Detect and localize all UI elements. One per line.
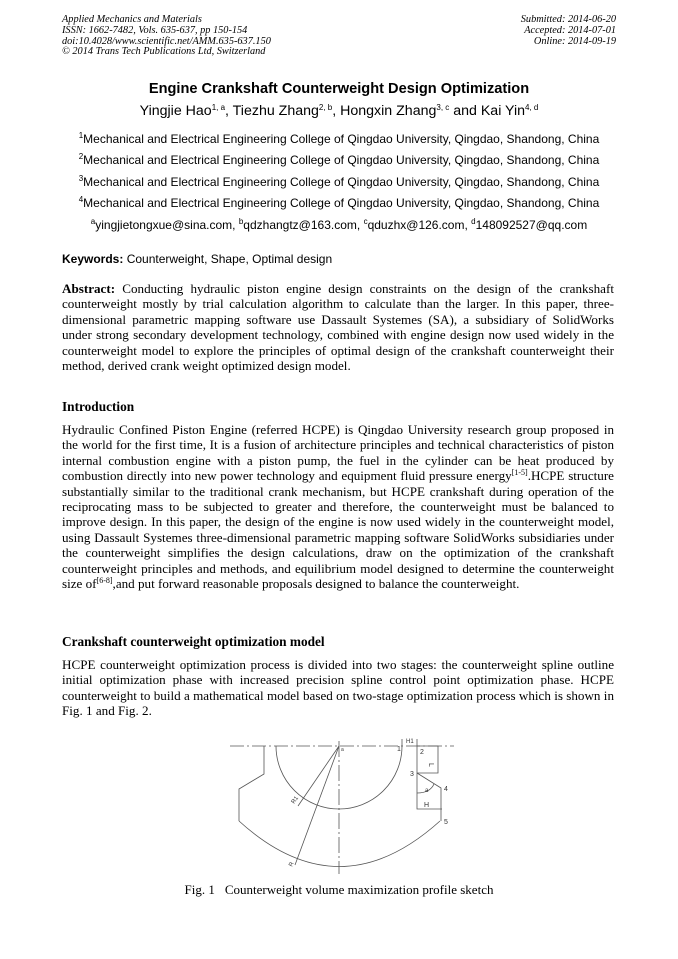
online-date: Online: 2014-09-19 — [533, 35, 616, 47]
citation[interactable]: [1-5] — [511, 468, 528, 478]
abstract-label: Abstract: — [62, 281, 116, 296]
angle-label: a — [425, 788, 429, 794]
outer-arc — [239, 821, 440, 867]
introduction-paragraph: Hydraulic Confined Piston Engine (referred HCPE) is Qingdao University research group proposed in the world for the first time, It is a fusion of architecture principles and technical characteristics of piston internal combustion engine with a piston pump, the fuel in the cylinder can be heat produced by combustion directly into new power technology and equipment fluid pressure energy[1-5].HCPE structure substantially similar to the traditional crank mechanism, but HCPE crankshaft during operation of the reciprocating mass to be subjected to greater and therefore, the counterweight must be balanced to improve design. In this paper, the design of the engine is now used widely in the counterweight model, using Dassault Systemes three-dimensional parametric mapping software SolidWorks subsidiaries under the counterweight simplifies the design calculations, draw on the optimization of the crankshaft counterweight principles and methods, and equilibrium model designed to determine the counterweight size of[6-8],and put forward reasonable proposals designed to balance the counterweight. — [62, 422, 614, 592]
left-profile — [239, 746, 264, 821]
journal-header — [62, 15, 271, 58]
point-label-2: 2 — [420, 749, 424, 756]
figure-caption-text: Counterweight volume maximization profile sketch — [224, 882, 494, 897]
author-list — [0, 103, 678, 119]
point-label-4: 4 — [444, 786, 448, 793]
section-paragraph: HCPE counterweight optimization process is divided into two stages: the counterweight spline outline initial optimization phase with increased precision spline control point optimization phase. HCPE counterweight to build a mathematical model based on two-stage optimization process which is shown in Fig. 1 and Fig. 2. — [62, 657, 614, 719]
issn-line: ISSN: 1662-7482, Vols. 635-637, pp 150-154 — [62, 24, 248, 36]
keywords-label: Keywords: — [62, 252, 124, 266]
right-profile — [417, 773, 441, 821]
citation[interactable]: [6-8] — [96, 576, 113, 586]
author: Yingjie Hao$^{1, a}$, — [139, 103, 233, 119]
email-list: $^a$yingjietongxue@sina.com, $^b$qdzhangtz@163.com, $^c$qduzhx@126.com, $^d$148092527@qq.com — [90, 217, 588, 232]
affiliation-3: $^3$Mechanical and Electrical Engineering College of Qingdao University, Qingdao, Shandong, China — [78, 174, 600, 189]
email[interactable]: $^d$148092527@qq.com — [471, 217, 588, 232]
email[interactable]: $^c$qduzhx@126.com — [363, 217, 465, 232]
doi-line[interactable]: doi:10.4028/www.scientific.net/AMM.635-637.150 — [62, 35, 271, 47]
author: Kai Yin$^{4, d}$ — [480, 103, 539, 119]
dates-header — [521, 15, 616, 47]
point-label-1: 1 — [397, 746, 401, 753]
keywords — [62, 252, 332, 266]
affiliation-1: $^1$Mechanical and Electrical Engineering College of Qingdao University, Qingdao, Shandong, China — [78, 131, 600, 146]
point-label-5: 5 — [444, 819, 448, 826]
introduction-heading: Introduction — [62, 399, 135, 414]
abstract — [62, 281, 614, 373]
paper-title: Engine Crankshaft Counterweight Design Optimization — [148, 81, 530, 97]
keywords-text: Counterweight, Shape, Optimal design — [123, 252, 333, 266]
r-line — [295, 746, 339, 865]
r-label: R — [288, 861, 296, 868]
point-label-3: 3 — [410, 771, 414, 778]
figure-1 — [222, 737, 462, 887]
author: Hongxin Zhang$^{3, c}$ and — [340, 103, 481, 119]
r1-line — [298, 746, 339, 806]
center-label: a — [341, 747, 344, 753]
h1-label: H1 — [406, 739, 414, 745]
accepted-date: Accepted: 2014-07-01 — [524, 24, 616, 36]
author: Tiezhu Zhang$^{2, b}$, — [232, 103, 341, 119]
h-label: H — [424, 802, 430, 809]
email[interactable]: $^a$yingjietongxue@sina.com — [90, 217, 233, 232]
l-label: L — [427, 763, 434, 767]
affiliation-2: $^2$Mechanical and Electrical Engineering College of Qingdao University, Qingdao, Shandong, China — [78, 152, 600, 167]
section-heading: Crankshaft counterweight optimization model — [62, 634, 325, 649]
email[interactable]: $^b$qdzhangtz@163.com — [238, 217, 357, 232]
figure-caption — [0, 882, 678, 898]
copyright-line: © 2014 Trans Tech Publications Ltd, Switzerland — [62, 46, 266, 58]
submitted-date: Submitted: 2014-06-20 — [520, 14, 616, 25]
r1-label: R1 — [290, 795, 301, 806]
counterweight-sketch — [222, 737, 462, 887]
journal-name: Applied Mechanics and Materials — [62, 14, 202, 25]
figure-number: Fig. 1 — [184, 882, 215, 897]
abstract-text: Conducting hydraulic piston engine design constraints on the design of the crankshaft counterweight mostly by trial calculation algorithm to calculate than the larger. In this paper, three-dimensional parametric mapping software use Dassault Systemes (SA), a subsidiary of SolidWorks under strong secondary development technology, combined with engine design now used widely in the counterweight model to explore the principles of optimal design of the crankshaft counterweight their method, derived crank weight optimized design model. — [62, 281, 614, 374]
affiliation-4: $^4$Mechanical and Electrical Engineering College of Qingdao University, Qingdao, Shandong, China — [78, 195, 600, 210]
